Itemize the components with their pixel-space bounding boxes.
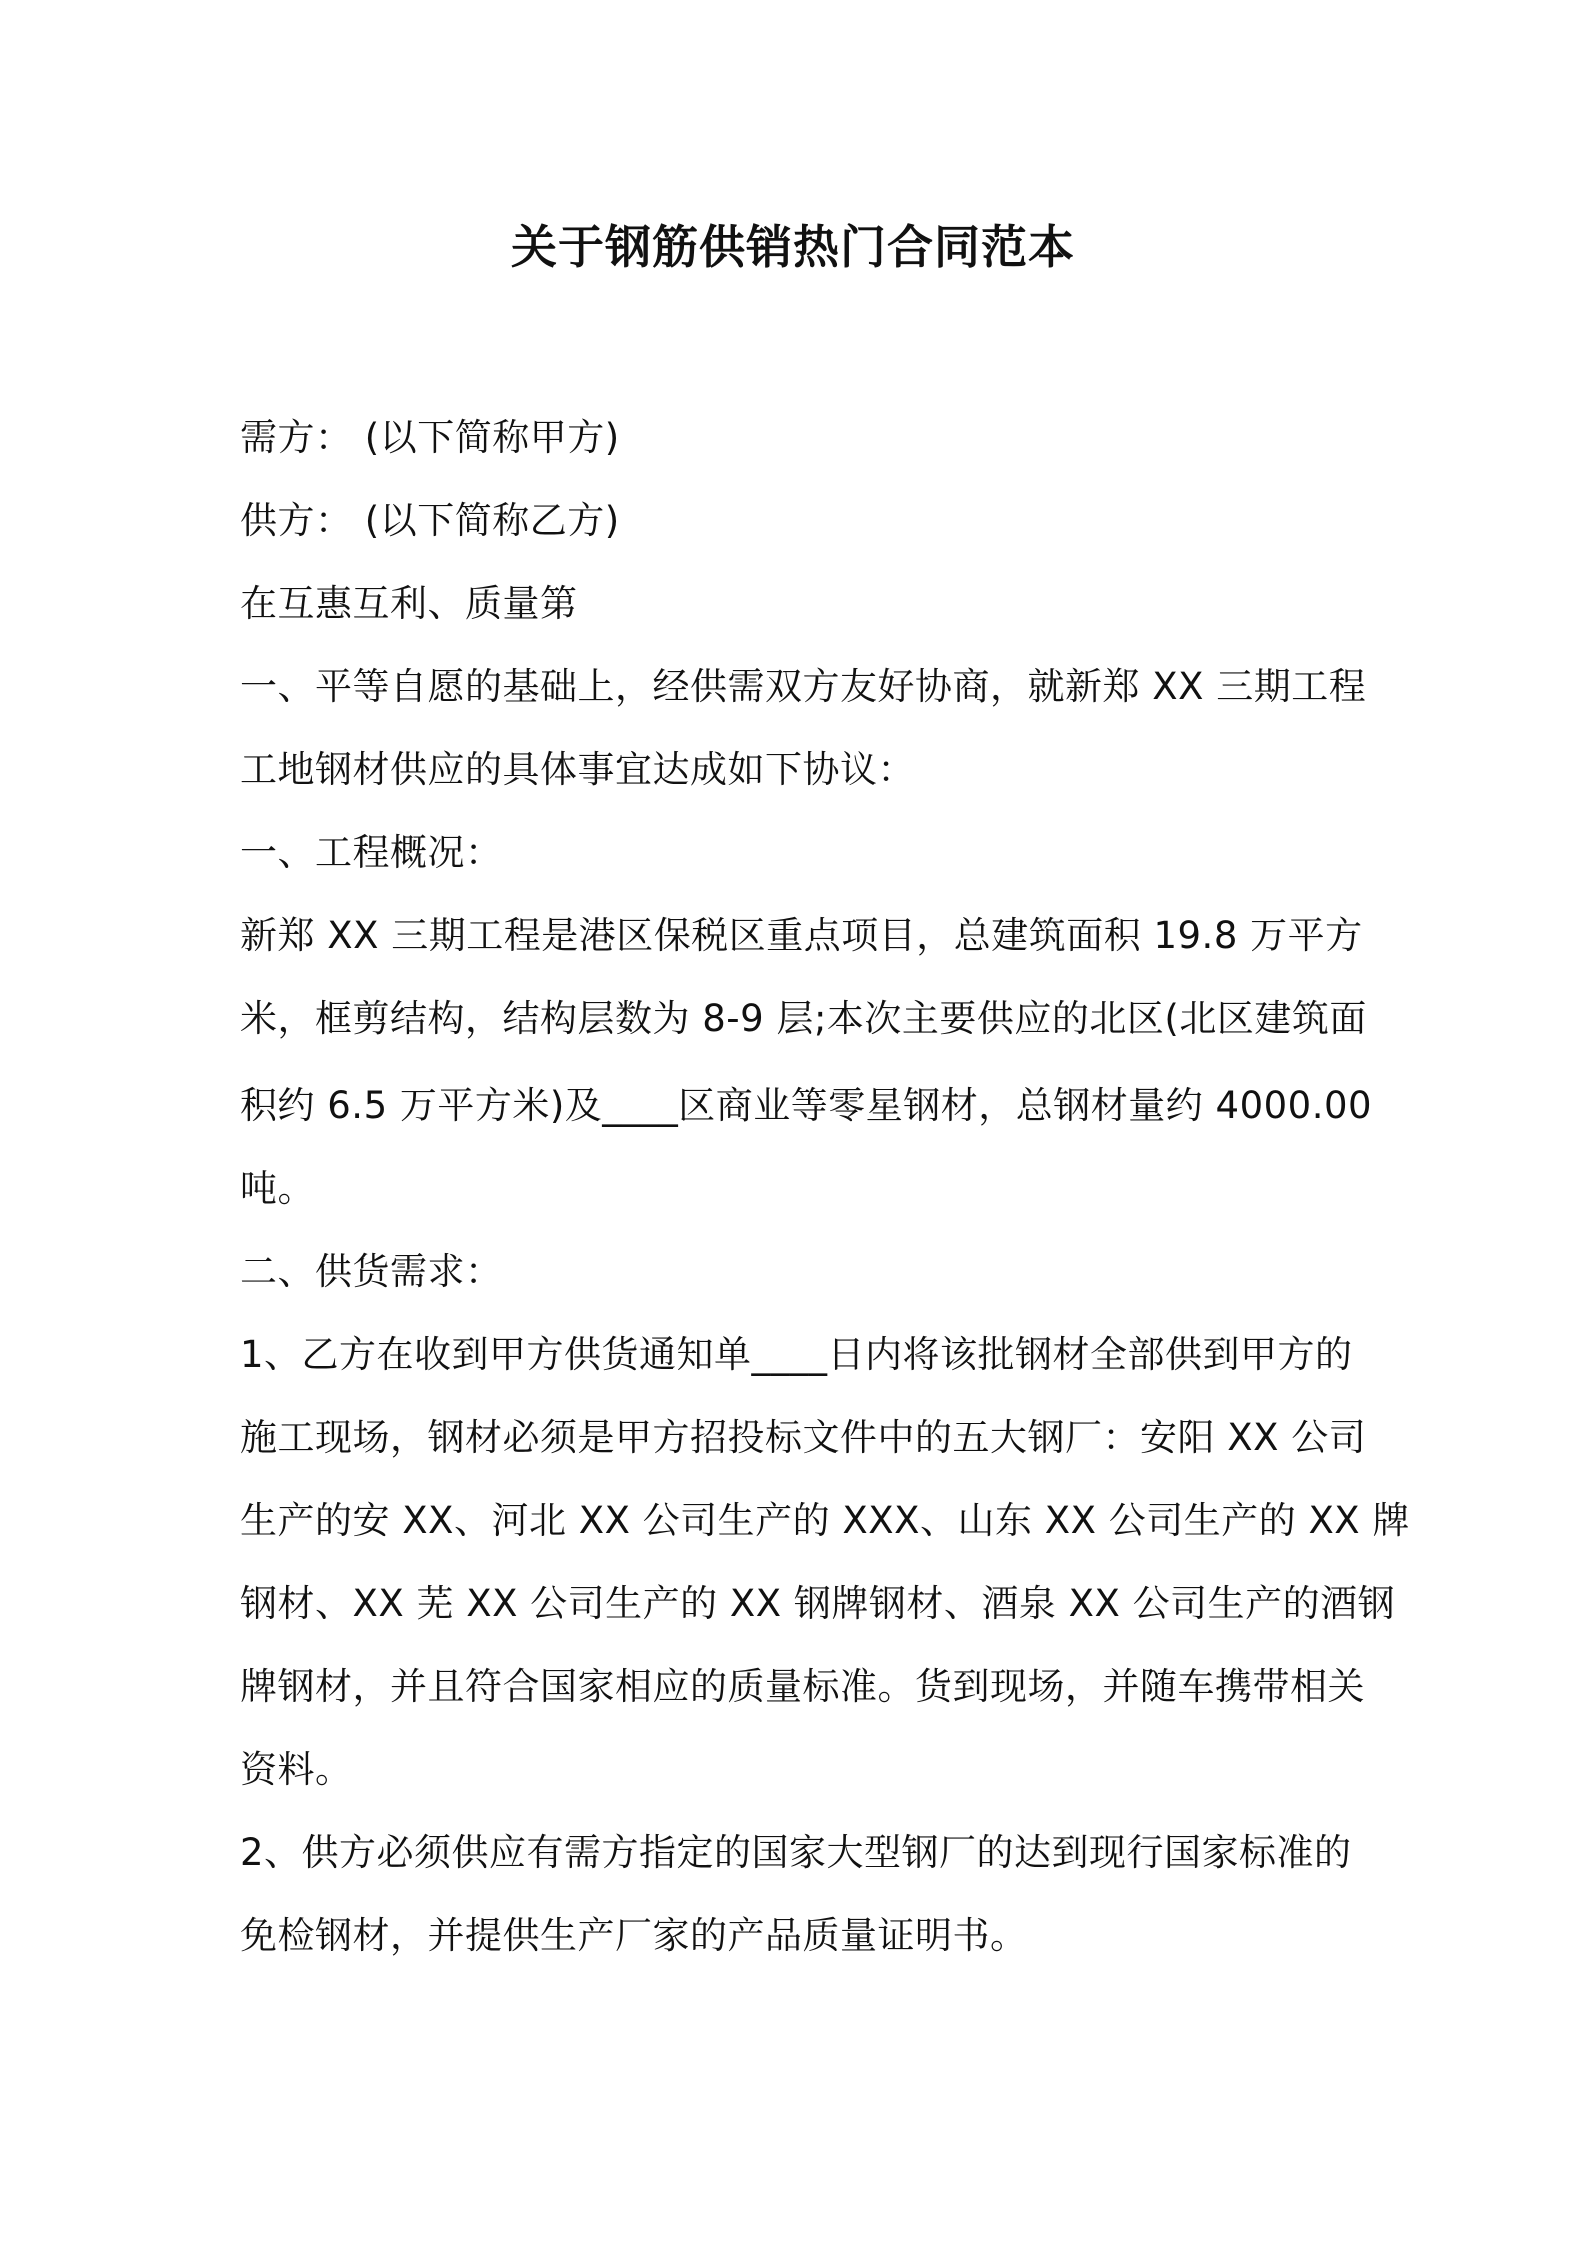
project-overview-line-1: 新郑 XX 三期工程是港区保税区重点项目，总建筑面积 19.8 万平方 (240, 914, 1363, 957)
requirement-2-line-2: 免检钢材，并提供生产厂家的产品质量证明书。 (240, 1914, 1028, 1957)
preamble-line-3: 工地钢材供应的具体事宜达成如下协议： (240, 748, 915, 791)
demander-line: 需方： (以下简称甲方) (240, 416, 620, 459)
project-overview-line-3: 积约 6.5 万平方米)及____区商业等零星钢材，总钢材量约 4000.00 (240, 1084, 1373, 1127)
section-heading-supply-requirements: 二、供货需求： (240, 1250, 503, 1293)
supplier-line: 供方： (以下简称乙方) (240, 499, 620, 542)
section-heading-project-overview: 一、工程概况： (240, 831, 503, 874)
project-overview-line-2: 米，框剪结构，结构层数为 8-9 层;本次主要供应的北区(北区建筑面 (240, 997, 1367, 1040)
project-overview-line-4: 吨。 (240, 1167, 315, 1210)
preamble-line-1: 在互惠互利、质量第 (240, 582, 578, 625)
requirement-1-line-3: 生产的安 XX、河北 XX 公司生产的 XXX、山东 XX 公司生产的 XX 牌 (240, 1499, 1410, 1542)
requirement-1-line-6: 资料。 (240, 1748, 353, 1791)
preamble-line-2: 一、平等自愿的基础上，经供需双方友好协商，就新郑 XX 三期工程 (240, 665, 1367, 708)
requirement-1-line-2: 施工现场，钢材必须是甲方招投标文件中的五大钢厂：安阳 XX 公司 (240, 1416, 1367, 1459)
document-title: 关于钢筋供销热门合同范本 (511, 220, 1075, 274)
requirement-2-line-1: 2、供方必须供应有需方指定的国家大型钢厂的达到现行国家标准的 (240, 1831, 1352, 1874)
requirement-1-line-1: 1、乙方在收到甲方供货通知单____日内将该批钢材全部供到甲方的 (240, 1333, 1353, 1376)
requirement-1-line-5: 牌钢材，并且符合国家相应的质量标准。货到现场，并随车携带相关 (240, 1665, 1365, 1708)
requirement-1-line-4: 钢材、XX 芜 XX 公司生产的 XX 钢牌钢材、酒泉 XX 公司生产的酒钢 (240, 1582, 1396, 1625)
